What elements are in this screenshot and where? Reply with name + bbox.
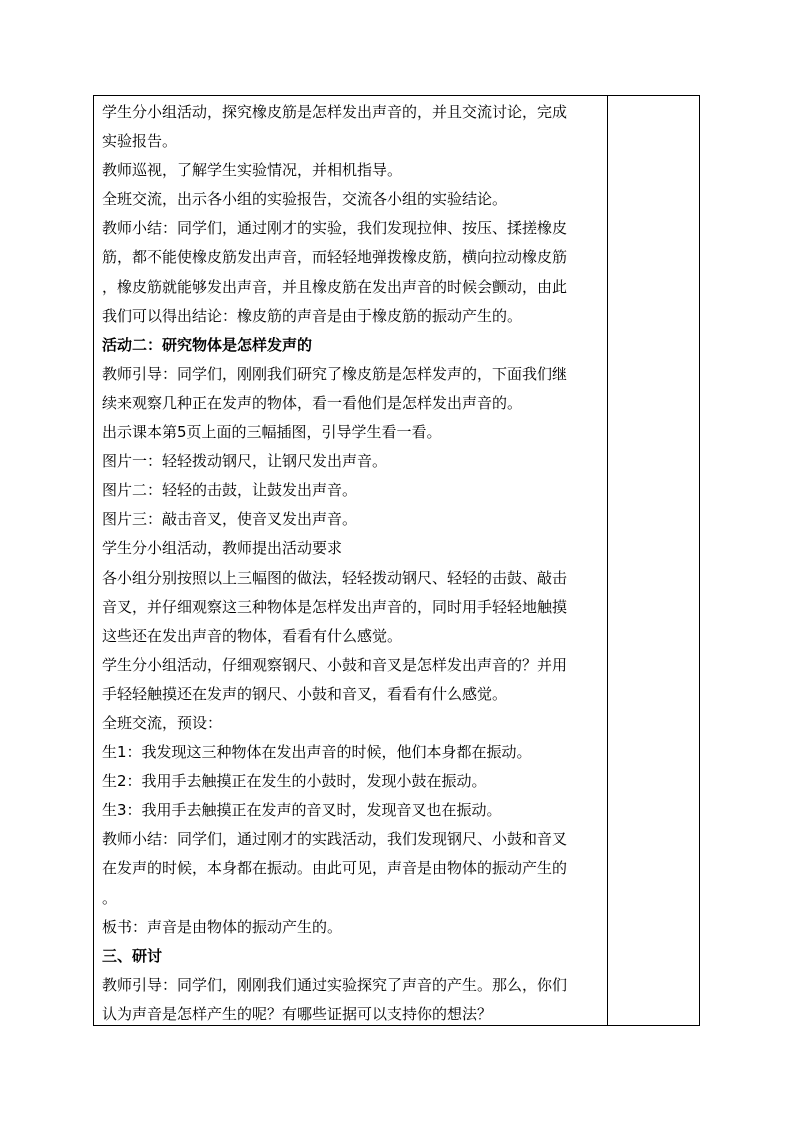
text-line: 生2：我用手去触摸正在发生的小鼓时，发现小鼓在振动。 — [102, 772, 487, 791]
text-line: 出示课本第5页上面的三幅插图，引导学生看一看。 — [102, 423, 442, 442]
text-line: 各小组分别按照以上三幅图的做法，轻轻拨动钢尺、轻轻的击鼓、敲击 — [102, 568, 568, 587]
text-line: 生3：我用手去触摸正在发声的音叉时，发现音叉也在振动。 — [102, 801, 502, 820]
section-heading: 三、研讨 — [102, 946, 163, 965]
text-line: 教师小结：同学们，通过刚才的实验，我们发现拉伸、按压、揉搓橡皮 — [102, 219, 568, 238]
text-line: 。 — [102, 888, 118, 907]
text-line: 教师引导：同学们，刚刚我们研究了橡皮筋是怎样发声的，下面我们继 — [102, 364, 568, 383]
text-line: 续来观察几种正在发声的物体，看一看他们是怎样发出声音的。 — [102, 393, 523, 412]
text-line: 图片二：轻轻的击鼓，让鼓发出声音。 — [102, 481, 358, 500]
text-line: 我们可以得出结论：橡皮筋的声音是由于橡皮筋的振动产生的。 — [102, 306, 523, 325]
text-line: 学生分小组活动，教师提出活动要求 — [102, 539, 343, 558]
text-line: 教师小结：同学们，通过刚才的实践活动，我们发现钢尺、小鼓和音叉 — [102, 830, 568, 849]
text-line: 生1：我发现这三种物体在发出声音的时候，他们本身都在振动。 — [102, 743, 532, 762]
section-heading: 活动二：研究物体是怎样发声的 — [102, 335, 313, 354]
text-line: 实验报告。 — [102, 132, 178, 151]
lesson-table — [93, 95, 700, 1026]
text-line: 全班交流，预设： — [102, 713, 223, 732]
text-line: ，橡皮筋就能够发出声音，并且橡皮筋在发出声音的时候会颤动，由此 — [102, 277, 568, 296]
text-line: 教师引导：同学们，刚刚我们通过实验探究了声音的产生。那么，你们 — [102, 975, 568, 994]
notes-cell — [608, 96, 699, 1025]
text-line: 图片一：轻轻拨动钢尺，让钢尺发出声音。 — [102, 452, 388, 471]
text-line: 手轻轻触摸还在发声的钢尺、小鼓和音叉，看看有什么感觉。 — [102, 684, 508, 703]
text-line: 认为声音是怎样产生的呢？有哪些证据可以支持你的想法？ — [102, 1004, 493, 1023]
text-line: 学生分小组活动，仔细观察钢尺、小鼓和音叉是怎样发出声音的？并用 — [102, 655, 568, 674]
text-line: 音叉，并仔细观察这三种物体是怎样发出声音的，同时用手轻轻地触摸 — [102, 597, 568, 616]
text-line: 筋，都不能使橡皮筋发出声音，而轻轻地弹拨橡皮筋，横向拉动橡皮筋 — [102, 248, 568, 267]
text-line: 全班交流，出示各小组的实验报告，交流各小组的实验结论。 — [102, 190, 508, 209]
text-line: 学生分小组活动，探究橡皮筋是怎样发出声音的，并且交流讨论，完成 — [102, 103, 568, 121]
text-line: 图片三：敲击音叉，使音叉发出声音。 — [102, 510, 358, 529]
text-line: 在发声的时候，本身都在振动。由此可见，声音是由物体的振动产生的 — [102, 859, 568, 878]
text-line: 教师巡视，了解学生实验情况，并相机指导。 — [102, 161, 403, 180]
lesson-content-cell — [94, 96, 608, 1025]
text-line: 板书：声音是由物体的振动产生的。 — [102, 917, 343, 936]
text-line: 这些还在发出声音的物体，看看有什么感觉。 — [102, 626, 403, 645]
